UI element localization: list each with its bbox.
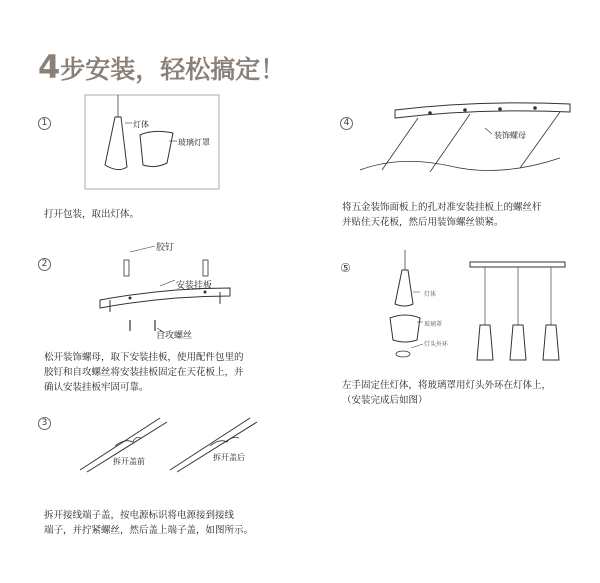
step-4-caption-line: 并贴住天花板，然后用装饰螺丝锁紧。: [342, 217, 504, 228]
label-rivet: 胶钉: [156, 243, 175, 253]
step-2-caption-line: 松开装饰螺母，取下安装挂板，使用配件包里的: [44, 352, 244, 363]
title-number: 4: [38, 48, 61, 86]
step-4-caption: [342, 200, 542, 230]
label-glass-shade: 玻璃灯罩: [178, 138, 210, 147]
step-2-caption-line: 确认安装挂板牢固可靠。: [44, 382, 149, 393]
label-lamp-holder-ring: 灯头外环: [424, 341, 449, 348]
step-2-illustration: [95, 238, 245, 338]
step-3-caption-line: 拆开接线端子盖，按电源标识将电源接到接线: [44, 510, 235, 521]
step-4-illustration: [360, 100, 575, 190]
label-self-tapping-screw: 自攻螺丝: [156, 331, 193, 341]
step-5-caption-line: （安装完成后如图）: [342, 395, 428, 406]
label-lamp-body: 灯体: [133, 120, 149, 129]
label-decorative-nut: 装饰螺母: [494, 131, 526, 140]
step-4-caption-line: 将五金装饰面板上的孔对准安装挂板上的螺丝杆: [342, 202, 542, 213]
label-after-cover-removal: 拆开盖后: [213, 453, 245, 462]
step-3-caption-line: 端子，并拧紧螺丝，然后盖上端子盖，如图所示。: [44, 525, 254, 536]
step-5-caption: [342, 378, 551, 408]
step-3-illustration: [75, 410, 270, 475]
step-2-caption: [44, 350, 244, 395]
title-text: 步安装，轻松搞定！: [60, 55, 286, 84]
step-5-number: ⑤: [340, 261, 351, 275]
step-3-number: 3: [38, 417, 51, 430]
step-4-number: 4: [340, 117, 353, 130]
step-5-illustration: [375, 250, 570, 370]
page-title: [38, 48, 285, 86]
step-1-number: 1: [38, 117, 51, 130]
label-glass-shade: 玻璃罩: [424, 321, 443, 328]
step-1-caption-line: 打开包装，取出灯体。: [44, 209, 140, 220]
step-5-caption-line: 左手固定住灯体，将玻璃罩用灯头外环在灯体上，: [342, 380, 552, 391]
label-lamp-body: 灯体: [424, 291, 437, 298]
label-mounting-plate: 安装挂板: [176, 281, 213, 291]
step-2-caption-line: 胶钉和自攻螺丝将安装挂板固定在天花板上，并: [44, 367, 244, 378]
label-before-cover-removal: 拆开盖前: [113, 457, 145, 466]
step-2-number: 2: [38, 258, 51, 271]
step-1-caption: [44, 207, 139, 222]
step-3-caption: [44, 508, 253, 538]
